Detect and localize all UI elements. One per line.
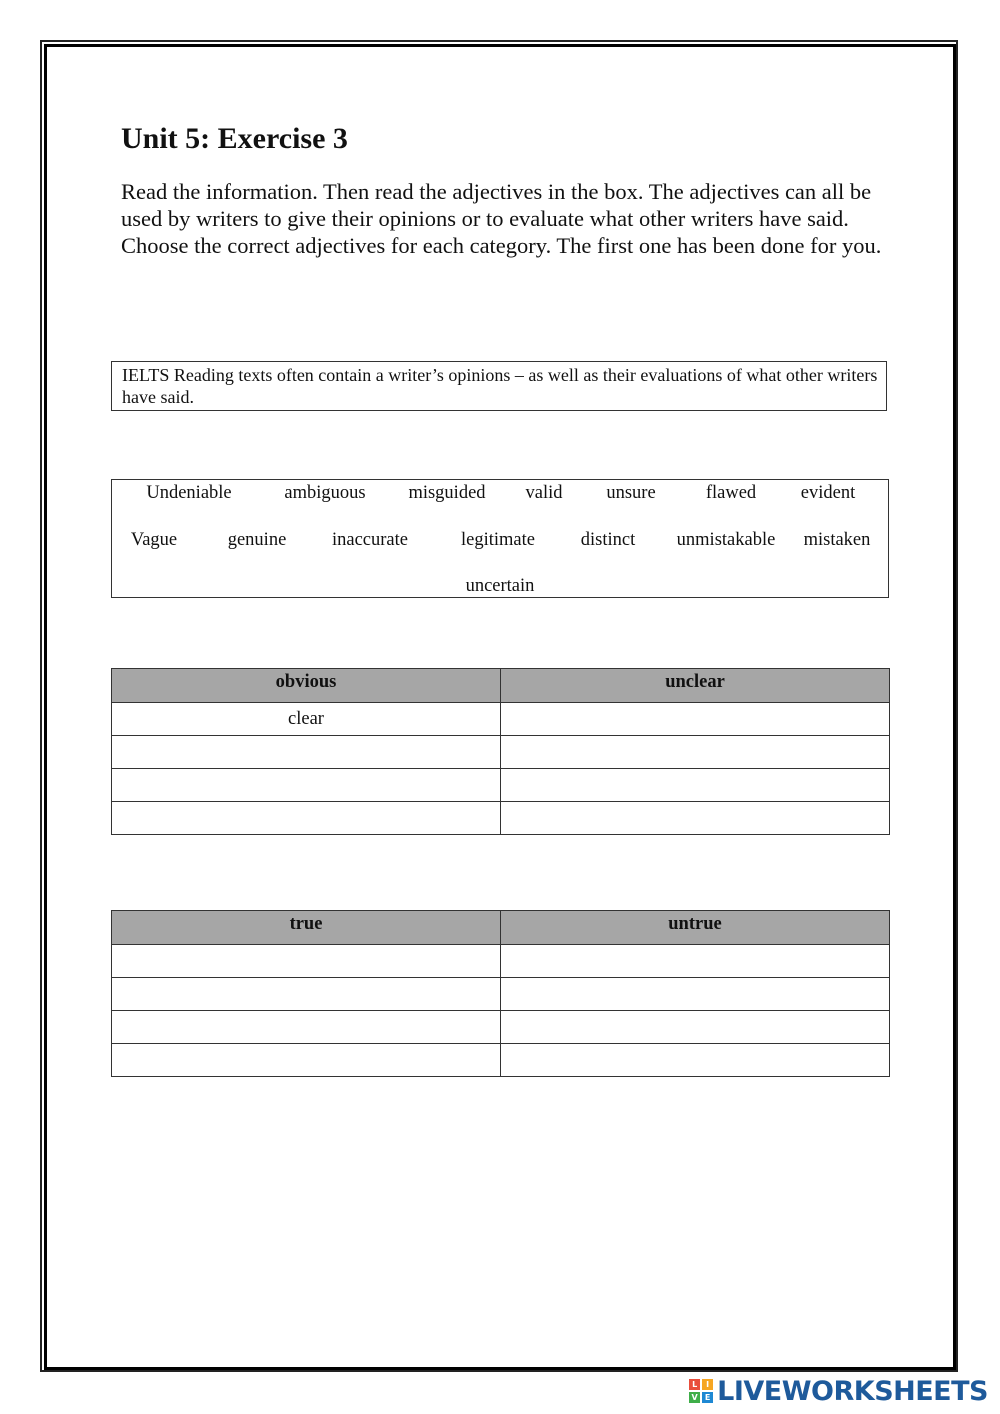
word-item: ambiguous — [284, 483, 366, 503]
liveworksheets-logo[interactable] — [689, 1374, 988, 1408]
word-item: unsure — [606, 483, 656, 503]
logo-mark-letter: E — [702, 1392, 713, 1403]
category-table-true-untrue — [111, 910, 890, 1077]
liveworksheets-logo-icon — [689, 1379, 713, 1403]
answer-cell[interactable] — [501, 1011, 890, 1044]
column-header: untrue — [501, 911, 890, 945]
answer-cell[interactable] — [501, 1044, 890, 1077]
answer-cell[interactable] — [112, 769, 501, 802]
word-item: Vague — [130, 530, 178, 550]
word-item: valid — [525, 483, 563, 503]
logo-mark-letter: V — [689, 1392, 700, 1403]
table-header-row — [112, 669, 890, 703]
answer-cell[interactable] — [501, 703, 890, 736]
table-row — [112, 1011, 890, 1044]
instructions-paragraph: Read the information. Then read the adjectives in the box. The adjectives can all be used by writers to give their opinions or to evaluate what other writers have said. Choose the correct adjectives for each category. The first one has been done for you. — [121, 179, 882, 258]
word-item: inaccurate — [332, 530, 408, 550]
info-box: IELTS Reading texts often contain a writer’s opinions – as well as their evaluations of what other writers have said. — [111, 361, 887, 411]
answer-cell[interactable] — [112, 736, 501, 769]
answer-cell[interactable] — [501, 945, 890, 978]
table-row — [112, 736, 890, 769]
word-item: legitimate — [461, 530, 535, 550]
word-row-1 — [112, 480, 888, 506]
word-item: evident — [800, 483, 856, 503]
word-item: genuine — [227, 530, 287, 550]
answer-cell[interactable] — [112, 945, 501, 978]
answer-cell[interactable] — [501, 736, 890, 769]
word-box — [111, 479, 889, 598]
word-row-3 — [112, 573, 888, 599]
word-item: flawed — [705, 483, 757, 503]
answer-cell[interactable] — [501, 802, 890, 835]
word-item: uncertain — [465, 576, 535, 596]
logo-mark-letter: L — [689, 1379, 700, 1390]
answer-cell[interactable] — [112, 978, 501, 1011]
word-item: mistaken — [803, 530, 871, 550]
table-header-row — [112, 911, 890, 945]
page-title: Unit 5: Exercise 3 — [121, 122, 348, 155]
table-row — [112, 802, 890, 835]
word-item: misguided — [408, 483, 486, 503]
answer-cell[interactable]: clear — [112, 703, 501, 736]
logo-text: LIVEWORKSHEETS — [717, 1375, 988, 1407]
word-item: unmistakable — [676, 530, 776, 550]
column-header: obvious — [112, 669, 501, 703]
table-row — [112, 1044, 890, 1077]
column-header: unclear — [501, 669, 890, 703]
word-item: Undeniable — [146, 483, 232, 503]
column-header: true — [112, 911, 501, 945]
table-row — [112, 945, 890, 978]
table-row — [112, 978, 890, 1011]
answer-cell[interactable] — [501, 769, 890, 802]
word-item: distinct — [580, 530, 636, 550]
answer-cell[interactable] — [112, 802, 501, 835]
answer-cell[interactable] — [112, 1044, 501, 1077]
category-table-obvious-unclear — [111, 668, 890, 835]
table-row — [112, 703, 890, 736]
word-row-2 — [112, 527, 888, 553]
answer-cell[interactable] — [112, 1011, 501, 1044]
answer-cell[interactable] — [501, 978, 890, 1011]
logo-mark-letter: I — [702, 1379, 713, 1390]
table-row — [112, 769, 890, 802]
